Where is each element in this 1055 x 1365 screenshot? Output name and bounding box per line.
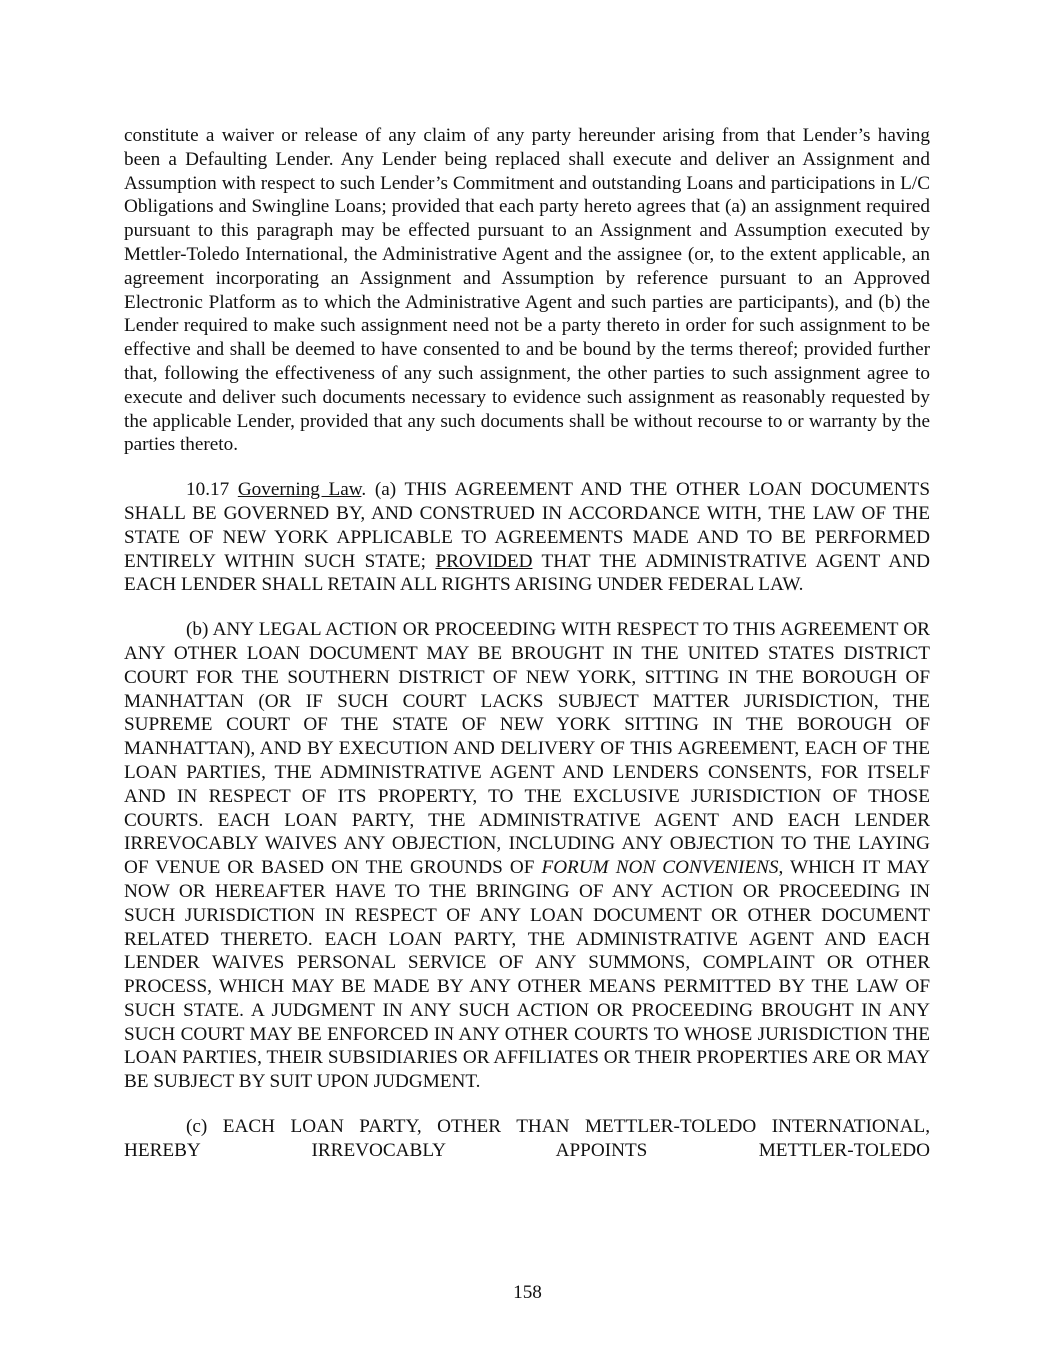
- page-number: 158: [513, 1282, 542, 1303]
- provided-term: PROVIDED: [435, 550, 533, 572]
- appointment-text: EACH LOAN PARTY, OTHER THAN METTLER-TOLEDO INTERNATIONAL, HEREBY IRREVOCABLY APPOINTS METTLER-TOLEDO: [124, 1116, 930, 1161]
- section-number: 10.17: [186, 479, 230, 501]
- document-page: [124, 124, 930, 1163]
- clause-label-b: (b): [186, 619, 209, 641]
- section-heading: Governing Law: [237, 479, 362, 501]
- clause-label-c: (c): [186, 1116, 208, 1138]
- jurisdiction-text-2: , WHICH IT MAY NOW OR HEREAFTER HAVE TO THE BRINGING OF ANY ACTION OR PROCEEDING IN SUCH JURISDICTION IN RESPECT OF ANY LOAN DOCUMENT OR OTHER DOCUMENT RELATED THERETO. EACH LOAN PARTY, THE ADMINISTRATIVE AGENT AND EACH LENDER WAIVES PERSONAL SERVICE OF ANY SUMMONS, COMPLAINT OR OTHER PROCESS, WHICH MAY BE MADE BY ANY OTHER MEANS PERMITTED BY THE LAW OF SUCH STATE. A JUDGMENT IN ANY SUCH ACTION OR PROCEEDING BROUGHT IN ANY SUCH COURT MAY BE ENFORCED IN ANY OTHER COURTS TO WHOSE JURISDICTION THE LOAN PARTIES, THEIR SUBSIDIARIES OR AFFILIATES OR THEIR PROPERTIES ARE OR MAY BE SUBJECT BY SUIT UPON JUDGMENT.: [124, 857, 930, 1093]
- governing-law-text-a-cont: THAT THE ADMINISTRATIVE AGENT AND EACH LENDER SHALL RETAIN ALL RIGHTS ARISING UNDER FEDERAL LAW.: [124, 550, 931, 596]
- section-heading-period: .: [361, 479, 367, 501]
- paragraph-c-appointment: [124, 1115, 930, 1163]
- governing-law-text-a: (a) THIS AGREEMENT AND THE OTHER LOAN DOCUMENTS SHALL BE GOVERNED BY, AND CONSTRUED IN ACCORDANCE WITH, THE LAW OF THE STATE OF NEW YORK APPLICABLE TO AGREEMENTS MADE AND TO BE PERFORMED ENTIRELY WITHIN SUCH STATE;: [124, 479, 930, 572]
- section-10-17-governing-law: [124, 478, 930, 597]
- paragraph-b-jurisdiction: [124, 618, 930, 1094]
- jurisdiction-text-1: ANY LEGAL ACTION OR PROCEEDING WITH RESPECT TO THIS AGREEMENT OR ANY OTHER LOAN DOCUMENT MAY BE BROUGHT IN THE UNITED STATES DISTRICT COURT FOR THE SOUTHERN DISTRICT OF NEW YORK, SITTING IN THE BOROUGH OF MANHATTAN (OR IF SUCH COURT LACKS SUBJECT MATTER JURISDICTION, THE SUPREME COURT OF THE STATE OF NEW YORK SITTING IN THE BOROUGH OF MANHATTAN), AND BY EXECUTION AND DELIVERY OF THIS AGREEMENT, EACH OF THE LOAN PARTIES, THE ADMINISTRATIVE AGENT AND LENDERS CONSENTS, FOR ITSELF AND IN RESPECT OF ITS PROPERTY, TO THE EXCLUSIVE JURISDICTION OF THOSE COURTS. EACH LOAN PARTY, THE ADMINISTRATIVE AGENT AND EACH LENDER IRREVOCABLY WAIVES ANY OBJECTION, INCLUDING ANY OBJECTION TO THE LAYING OF VENUE OR BASED ON THE GROUNDS OF: [124, 619, 930, 879]
- forum-non-conveniens: FORUM NON CONVENIENS: [541, 857, 779, 879]
- paragraph-assignment-continuation: constitute a waiver or release of any claim of any party hereunder arising from that Lender’s having been a Defaulting Lender. Any Lender being replaced shall execute and deliver an Assignment and Assumption with respect to such Lender’s Commitment and outstanding Loans and participations in L/C Obligations and Swingline Loans; provided that each party hereto agrees that (a) an assignment required pursuant to this paragraph may be effected pursuant to an Assignment and Assumption executed by Mettler-Toledo International, the Administrative Agent and the assignee (or, to the extent applicable, an agreement incorporating an Assignment and Assumption by reference pursuant to an Approved Electronic Platform as to which the Administrative Agent and such parties are participants), and (b) the Lender required to make such assignment need not be a party thereto in order for such assignment to be effective and shall be deemed to have consented to and be bound by the terms thereof; provided further that, following the effectiveness of any such assignment, the other parties to such assignment agree to execute and deliver such documents necessary to evidence such assignment as reasonably requested by the applicable Lender, provided that any such documents shall be without recourse to or warranty by the parties thereto.: [124, 125, 930, 456]
